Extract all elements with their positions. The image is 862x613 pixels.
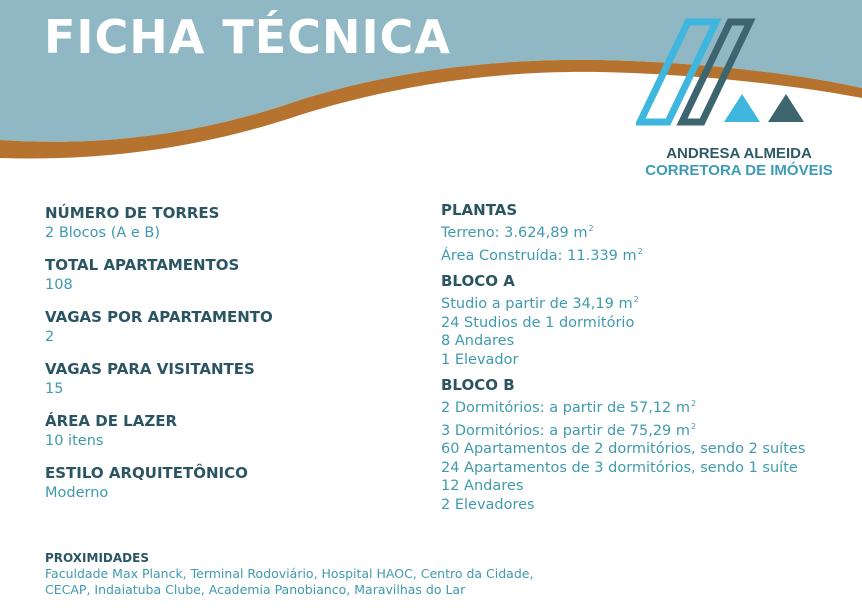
spec-total-apartamentos	[45, 255, 405, 307]
proximidades-label: PROXIMIDADES	[45, 551, 149, 565]
spec-value: 2	[45, 329, 55, 345]
plantas-section	[441, 201, 862, 265]
plantas-terreno: Terreno: 3.624,89 $m^2$	[441, 224, 594, 241]
spec-value: 2 Blocos (A e B)	[45, 225, 161, 241]
bloco-b-24apts: 24 Apartamentos de 3 dormitórios, sendo 1 suíte	[441, 459, 798, 476]
spec-label: VAGAS PARA VISITANTES	[45, 360, 255, 378]
spec-value: Moderno	[45, 485, 109, 501]
spec-vagas-visitantes	[45, 359, 405, 411]
bloco-b-60apts: 60 Apartamentos de 2 dormitórios, sendo 2 suítes	[441, 441, 806, 457]
spec-label: TOTAL APARTAMENTOS	[45, 256, 240, 274]
page-title: FICHA TÉCNICA	[44, 10, 451, 64]
bloco-a-studios: 24 Studios de 1 dormitório	[441, 314, 635, 331]
spec-value: 15	[45, 381, 64, 397]
plantas-label: PLANTAS	[441, 201, 518, 219]
spec-label: ÁREA DE LAZER	[45, 412, 177, 430]
spec-value: 108	[45, 277, 73, 293]
spec-estilo	[45, 463, 405, 515]
bloco-b-section	[441, 376, 862, 514]
spec-vagas-apartamento	[45, 307, 405, 359]
spec-label: VAGAS POR APARTAMENTO	[45, 308, 273, 326]
spec-label: NÚMERO DE TORRES	[45, 204, 220, 222]
spec-area-lazer	[45, 411, 405, 463]
bloco-a-studio: Studio a partir de 34,19 $m^2$	[441, 295, 639, 312]
bloco-b-3dorm: 3 Dormitórios: a partir de 75,29 $m^2$	[441, 421, 697, 439]
brand-subtitle: CORRETORA DE IMÓVEIS	[645, 162, 833, 179]
spec-value: 10 itens	[45, 433, 104, 449]
brand-name: ANDRESA ALMEIDA	[666, 145, 812, 162]
bloco-a-section	[441, 272, 862, 369]
bloco-b-elevadores: 2 Elevadores	[441, 496, 535, 513]
spec-label: ESTILO ARQUITETÔNICO	[45, 464, 248, 482]
spec-torres	[45, 203, 405, 255]
bloco-b-2dorm: 2 Dormitórios: a partir de 57,12 $m^2$	[441, 399, 697, 416]
realtor-logo	[636, 14, 808, 128]
bloco-a-label: BLOCO A	[441, 272, 515, 290]
plantas-area: Área Construída: 11.339 $m^2$	[441, 246, 643, 264]
bloco-b-label: BLOCO B	[441, 376, 515, 394]
specs-left-column	[45, 203, 405, 515]
proximidades-line-1: Faculdade Max Planck, Terminal Rodoviário, Hospital HAOC, Centro da Cidade,	[45, 566, 534, 581]
proximidades-line-2: CECAP, Indaiatuba Clube, Academia Panobianco, Maravilhas do Lar	[45, 582, 466, 597]
proximidades-section	[45, 550, 845, 598]
specs-right-column	[441, 201, 862, 521]
bloco-a-elevador: 1 Elevador	[441, 351, 519, 368]
bloco-a-andares: 8 Andares	[441, 333, 515, 349]
bloco-b-andares: 12 Andares	[441, 478, 524, 494]
